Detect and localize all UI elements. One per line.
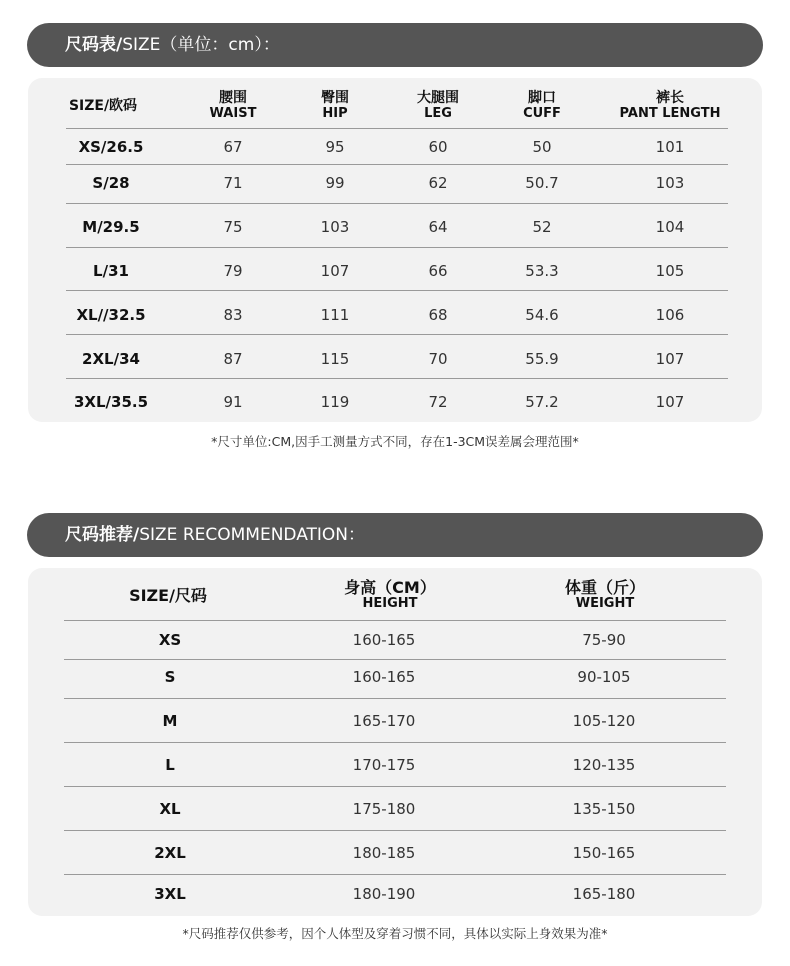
divider [66,203,728,204]
waist-cell: 83 [223,306,243,324]
size-cell: 3XL [154,885,186,903]
table-row [28,256,762,286]
waist-cell: 79 [223,262,243,280]
hip-cell: 99 [325,174,345,192]
leg-cell: 68 [428,306,448,324]
table-row [28,662,762,692]
table-row [28,750,762,780]
waist-cell: 91 [223,393,243,411]
col-header-pant-length: 裤长 PANT LENGTH [619,90,721,121]
height-cell: 175-180 [352,800,416,818]
col-header-height: 身高（CM） HEIGHT [344,578,436,611]
height-cell: 180-190 [352,885,416,903]
height-cell: 180-185 [352,844,416,862]
size-cell: S [164,668,176,686]
leg-cell: 60 [428,138,448,156]
cuff-cell: 57.2 [525,393,559,411]
waist-cell: 87 [223,350,243,368]
divider [64,874,726,875]
weight-cell: 135-150 [572,800,636,818]
hip-cell: 111 [320,306,350,324]
height-cell: 165-170 [352,712,416,730]
cuff-cell: 54.6 [525,306,559,324]
table-row [28,168,762,198]
hip-cell: 107 [320,262,350,280]
table-row [28,212,762,242]
divider [66,334,728,335]
leg-cell: 62 [428,174,448,192]
table-row [28,344,762,374]
cuff-cell: 55.9 [525,350,559,368]
cuff-cell: 53.3 [525,262,559,280]
table-row [28,387,762,417]
weight-cell: 150-165 [572,844,636,862]
table-row [28,300,762,330]
weight-cell: 75-90 [582,631,626,649]
table-row [28,794,762,824]
hip-cell: 95 [325,138,345,156]
size-cell: S/28 [92,174,130,192]
size-cell: 2XL [154,844,186,862]
col-header-cuff: 脚口 CUFF [523,90,561,121]
table-row [28,132,762,162]
size-cell: XL [159,800,181,818]
size-cell: 3XL/35.5 [73,393,149,411]
divider [64,786,726,787]
size-chart-note: *尺寸单位:CM,因手工测量方式不同，存在1-3CM误差属会理范围* [211,434,579,449]
size-cell: M [162,712,178,730]
size-chart-banner [27,23,763,67]
size-cell: L/31 [93,262,129,280]
size-chart-banner-en: SIZE（单位：cm）： [122,35,280,55]
waist-cell: 67 [223,138,243,156]
size-cell: M/29.5 [82,218,140,236]
divider [66,247,728,248]
divider [64,698,726,699]
size-cell: XS/26.5 [78,138,144,156]
divider [64,659,726,660]
weight-cell: 120-135 [572,756,636,774]
size-chart-banner-cn: 尺码表/ [65,35,123,55]
height-cell: 160-165 [352,631,416,649]
pant-length-cell: 101 [655,138,685,156]
size-chart-card [28,78,762,422]
pant-length-cell: 107 [655,350,685,368]
cuff-cell: 50.7 [525,174,559,192]
col-header-leg: 大腿围 LEG [417,90,459,121]
col-header-hip: 臀围 HIP [321,90,349,121]
pant-length-cell: 104 [655,218,685,236]
col-header-waist: 腰围 WAIST [209,90,257,121]
leg-cell: 64 [428,218,448,236]
recommendation-banner [27,513,763,557]
pant-length-cell: 103 [655,174,685,192]
pant-length-cell: 105 [655,262,685,280]
size-cell: XL//32.5 [76,306,146,324]
leg-cell: 72 [428,393,448,411]
hip-cell: 115 [320,350,350,368]
divider [66,378,728,379]
waist-cell: 71 [223,174,243,192]
recommendation-banner-cn: 尺码推荐/ [65,525,140,545]
hip-cell: 119 [320,393,350,411]
pant-length-cell: 107 [655,393,685,411]
leg-cell: 70 [428,350,448,368]
cuff-cell: 52 [532,218,552,236]
recommendation-card [28,568,762,916]
divider [66,128,728,129]
size-cell: XS [158,631,182,649]
table-row [28,879,762,909]
cuff-cell: 50 [532,138,552,156]
waist-cell: 75 [223,218,243,236]
height-cell: 160-165 [352,668,416,686]
recommendation-header-row [28,574,762,618]
col-header-size: SIZE/尺码 [129,586,207,605]
table-row [28,838,762,868]
weight-cell: 165-180 [572,885,636,903]
size-chart-header-row [28,86,762,126]
divider [66,164,728,165]
height-cell: 170-175 [352,756,416,774]
divider [64,742,726,743]
size-cell: L [165,756,175,774]
leg-cell: 66 [428,262,448,280]
size-cell: 2XL/34 [82,350,140,368]
divider [64,620,726,621]
recommendation-note: *尺码推荐仅供参考，因个人体型及穿着习惯不同，具体以实际上身效果为准* [182,926,608,941]
table-row [28,625,762,655]
pant-length-cell: 106 [655,306,685,324]
divider [64,830,726,831]
col-header-size: SIZE/欧码 [68,98,138,114]
weight-cell: 105-120 [572,712,636,730]
hip-cell: 103 [320,218,350,236]
divider [66,290,728,291]
recommendation-banner-en: SIZE RECOMMENDATION： [139,525,366,545]
table-row [28,706,762,736]
weight-cell: 90-105 [577,668,631,686]
col-header-weight: 体重（斤） WEIGHT [564,578,645,611]
